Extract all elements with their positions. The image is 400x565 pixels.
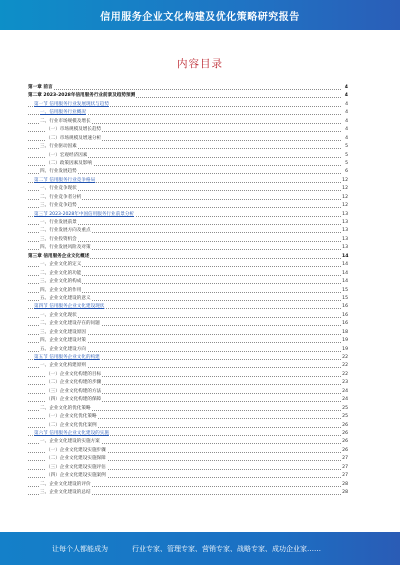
toc-entry-page: 4: [342, 135, 348, 143]
toc-entry-page: 28: [342, 481, 348, 489]
toc-entry-page: 14: [342, 253, 348, 261]
toc-entry-label: 二、行业竞争者分析: [40, 194, 82, 202]
toc-entry-label: 一、企业文化建设的实施方案: [40, 438, 101, 446]
toc-entry-label: （二）企业文化优化案例: [46, 422, 98, 430]
toc-entry-page: 12: [342, 177, 348, 185]
toc-entry[interactable]: [28, 371, 348, 379]
toc-entry-page: 14: [342, 261, 348, 269]
toc-entry-label: 一、企业文化的定义: [40, 261, 82, 269]
toc-entry-label: 四、企业文化的作用: [40, 287, 82, 295]
toc-entry-label: 三、行业投资机会: [40, 236, 78, 244]
toc-entry-label: 一、企业文化构建原则: [40, 362, 87, 370]
toc-entry-page: 26: [342, 438, 348, 446]
toc-entry-label: （四）企业文化建设实施案例: [46, 472, 107, 480]
toc-entry-label: 二、企业文化的优化策略: [40, 405, 92, 413]
toc-entry[interactable]: [28, 329, 348, 337]
toc-entry-page: 13: [342, 219, 348, 227]
report-title: 信用服务企业文化构建及优化策略研究报告: [100, 12, 300, 23]
toc-entry[interactable]: [28, 472, 348, 480]
toc-entry-label: （二）政策因素及影响: [46, 160, 93, 168]
toc-entry[interactable]: [28, 227, 348, 235]
toc-entry[interactable]: [28, 464, 348, 472]
toc-entry-page: 16: [342, 312, 348, 320]
toc-entry-label: 第一节 信用服务行业发展现状与趋势: [34, 101, 110, 109]
toc-entry[interactable]: [28, 211, 348, 219]
toc-entry-label: 第一章 前言: [28, 84, 54, 92]
toc-entry-label: 一、行业发展前景: [40, 219, 78, 227]
toc-entry-page: 13: [342, 236, 348, 244]
toc-entry-label: 三、企业文化的构成: [40, 278, 82, 286]
toc-entry[interactable]: [28, 455, 348, 463]
toc-entry-label: 五、企业文化建设方向: [40, 346, 87, 354]
toc-entry-label: （二）企业文化建设实施保障: [46, 455, 107, 463]
toc-entry[interactable]: [28, 481, 348, 489]
toc-entry-label: 三、企业文化建设原因: [40, 329, 87, 337]
toc-entry[interactable]: [28, 379, 348, 387]
toc-entry[interactable]: [28, 177, 348, 185]
toc-entry[interactable]: [28, 160, 348, 168]
toc-entry-label: （二）企业文化构建的步骤: [46, 379, 102, 387]
toc-entry[interactable]: [28, 168, 348, 176]
toc-entry-page: 13: [342, 227, 348, 235]
toc-entry-page: 14: [342, 270, 348, 278]
toc-entry-page: 4: [342, 126, 348, 134]
toc-entry[interactable]: [28, 388, 348, 396]
toc-entry-label: 一、企业文化现状: [40, 312, 78, 320]
toc-entry-page: 6: [342, 168, 348, 176]
toc-entry-page: 28: [342, 489, 348, 497]
table-of-contents: [28, 84, 348, 497]
toc-entry[interactable]: [28, 362, 348, 370]
toc-entry[interactable]: [28, 202, 348, 210]
toc-entry-page: 5: [342, 160, 348, 168]
toc-entry-label: 第三节 2023-2028年中国信用服务行业前景分析: [34, 211, 135, 219]
toc-entry-page: 19: [342, 346, 348, 354]
toc-entry[interactable]: [28, 346, 348, 354]
toc-entry[interactable]: [28, 143, 348, 151]
toc-entry-page: 22: [342, 354, 348, 362]
toc-entry[interactable]: [28, 438, 348, 446]
toc-entry-label: 四、企业文化建设对策: [40, 337, 87, 345]
toc-entry-page: 16: [342, 320, 348, 328]
toc-entry[interactable]: [28, 109, 348, 117]
toc-entry-label: 第五节 信用服务企业文化的构建: [34, 354, 101, 362]
toc-entry-page: 4: [342, 109, 348, 117]
toc-entry-label: 第二节 信用服务行业竞争格局: [34, 177, 96, 185]
toc-entry[interactable]: [28, 92, 348, 100]
toc-entry-page: 12: [342, 194, 348, 202]
toc-entry[interactable]: [28, 152, 348, 160]
toc-entry-page: 12: [342, 185, 348, 193]
toc-entry-page: 26: [342, 447, 348, 455]
toc-entry[interactable]: [28, 261, 348, 269]
toc-entry[interactable]: [28, 135, 348, 143]
toc-entry-page: 23: [342, 379, 348, 387]
toc-entry-label: 二、企业文化建设的评价: [40, 481, 92, 489]
toc-entry[interactable]: [28, 303, 348, 311]
toc-entry-label: （一）市场规模及增长趋势: [46, 126, 102, 134]
toc-entry-page: 27: [342, 472, 348, 480]
toc-entry[interactable]: [28, 287, 348, 295]
toc-entry-label: 二、行业市场规模及增长: [40, 118, 92, 126]
toc-entry-page: 13: [342, 244, 348, 252]
toc-entry-page: 24: [342, 388, 348, 396]
toc-entry-page: 26: [342, 430, 348, 438]
toc-entry-page: 25: [342, 405, 348, 413]
toc-entry[interactable]: [28, 253, 348, 261]
toc-entry-page: 27: [342, 464, 348, 472]
toc-heading: 内容目录: [177, 58, 223, 70]
toc-entry-page: 25: [342, 413, 348, 421]
toc-entry[interactable]: [28, 396, 348, 404]
toc-entry-page: 12: [342, 202, 348, 210]
toc-entry-label: 四、行业发展风险及对策: [40, 244, 92, 252]
toc-entry[interactable]: [28, 126, 348, 134]
toc-entry-label: （一）宏观经济因素: [46, 152, 88, 160]
toc-entry-label: （二）市场规模及增速分析: [46, 135, 102, 143]
toc-entry-page: 15: [342, 287, 348, 295]
toc-entry[interactable]: [28, 118, 348, 126]
toc-entry[interactable]: [28, 447, 348, 455]
toc-entry-page: 24: [342, 396, 348, 404]
toc-entry-page: 13: [342, 211, 348, 219]
toc-entry-page: 22: [342, 371, 348, 379]
toc-entry-label: 一、信用服务行业概况: [40, 109, 87, 117]
toc-entry[interactable]: [28, 422, 348, 430]
toc-entry[interactable]: [28, 219, 348, 227]
toc-entry-label: 五、企业文化建设的意义: [40, 295, 92, 303]
toc-entry[interactable]: [28, 354, 348, 362]
toc-entry[interactable]: [28, 413, 348, 421]
toc-entry[interactable]: [28, 337, 348, 345]
toc-entry-label: 第四节 信用服务企业文化建设现状: [34, 303, 105, 311]
toc-entry-page: 5: [342, 143, 348, 151]
toc-entry[interactable]: [28, 84, 348, 92]
toc-entry-label: 三、行业驱动因素: [40, 143, 78, 151]
toc-entry-label: 第六节 信用服务企业文化建设的实施: [34, 430, 110, 438]
toc-entry-page: 5: [342, 152, 348, 160]
toc-entry[interactable]: [28, 295, 348, 303]
toc-entry-label: （一）企业文化优化策略: [46, 413, 98, 421]
toc-entry-label: 三、企业文化建设的总结: [40, 489, 92, 497]
dot-leader: [28, 89, 341, 90]
toc-entry-page: 26: [342, 422, 348, 430]
toc-entry[interactable]: [28, 430, 348, 438]
footer-banner: [0, 532, 400, 565]
toc-entry-page: 18: [342, 329, 348, 337]
toc-entry-label: （一）企业文化建设实施步骤: [46, 447, 107, 455]
toc-entry[interactable]: [28, 185, 348, 193]
toc-entry-label: （四）企业文化构建的保障: [46, 396, 102, 404]
toc-entry[interactable]: [28, 405, 348, 413]
toc-entry-label: 二、企业文化的功能: [40, 270, 82, 278]
toc-entry-page: 4: [342, 118, 348, 126]
footer-slogan-right: 行业专家、管理专家、营销专家、战略专家、成功企业家……: [132, 545, 321, 553]
toc-entry-label: 一、行业竞争现状: [40, 185, 78, 193]
toc-entry[interactable]: [28, 270, 348, 278]
toc-entry[interactable]: [28, 278, 348, 286]
toc-entry-label: （一）企业文化构建的目标: [46, 371, 102, 379]
toc-entry[interactable]: [28, 244, 348, 252]
toc-entry-page: 4: [342, 92, 348, 100]
header-banner: [0, 0, 400, 30]
toc-entry-page: 14: [342, 278, 348, 286]
toc-entry-page: 4: [342, 101, 348, 109]
toc-entry[interactable]: [28, 194, 348, 202]
footer-slogan-left: 让每个人都能成为: [52, 545, 108, 553]
toc-entry-label: 二、行业发展方向及重点: [40, 227, 92, 235]
toc-entry-label: 第三章 信用服务企业文化概述: [28, 253, 90, 261]
toc-entry-page: 22: [342, 362, 348, 370]
toc-entry-label: 二、企业文化建设存在的问题: [40, 320, 101, 328]
toc-entry-label: 四、行业发展趋势: [40, 168, 78, 176]
toc-entry-label: 第二章 2023-2028年信用服务行业前景及趋势预测: [28, 92, 136, 100]
toc-entry-label: （三）企业文化建设实施评估: [46, 464, 107, 472]
toc-entry[interactable]: [28, 320, 348, 328]
toc-entry-page: 16: [342, 303, 348, 311]
toc-entry-page: 4: [342, 84, 348, 92]
toc-entry-page: 27: [342, 455, 348, 463]
toc-entry[interactable]: [28, 312, 348, 320]
toc-entry[interactable]: [28, 489, 348, 497]
toc-entry-label: 三、行业竞争趋势: [40, 202, 78, 210]
toc-entry-page: 15: [342, 295, 348, 303]
toc-entry-label: （三）企业文化构建的方法: [46, 388, 102, 396]
toc-entry[interactable]: [28, 101, 348, 109]
toc-entry[interactable]: [28, 236, 348, 244]
toc-entry-page: 19: [342, 337, 348, 345]
